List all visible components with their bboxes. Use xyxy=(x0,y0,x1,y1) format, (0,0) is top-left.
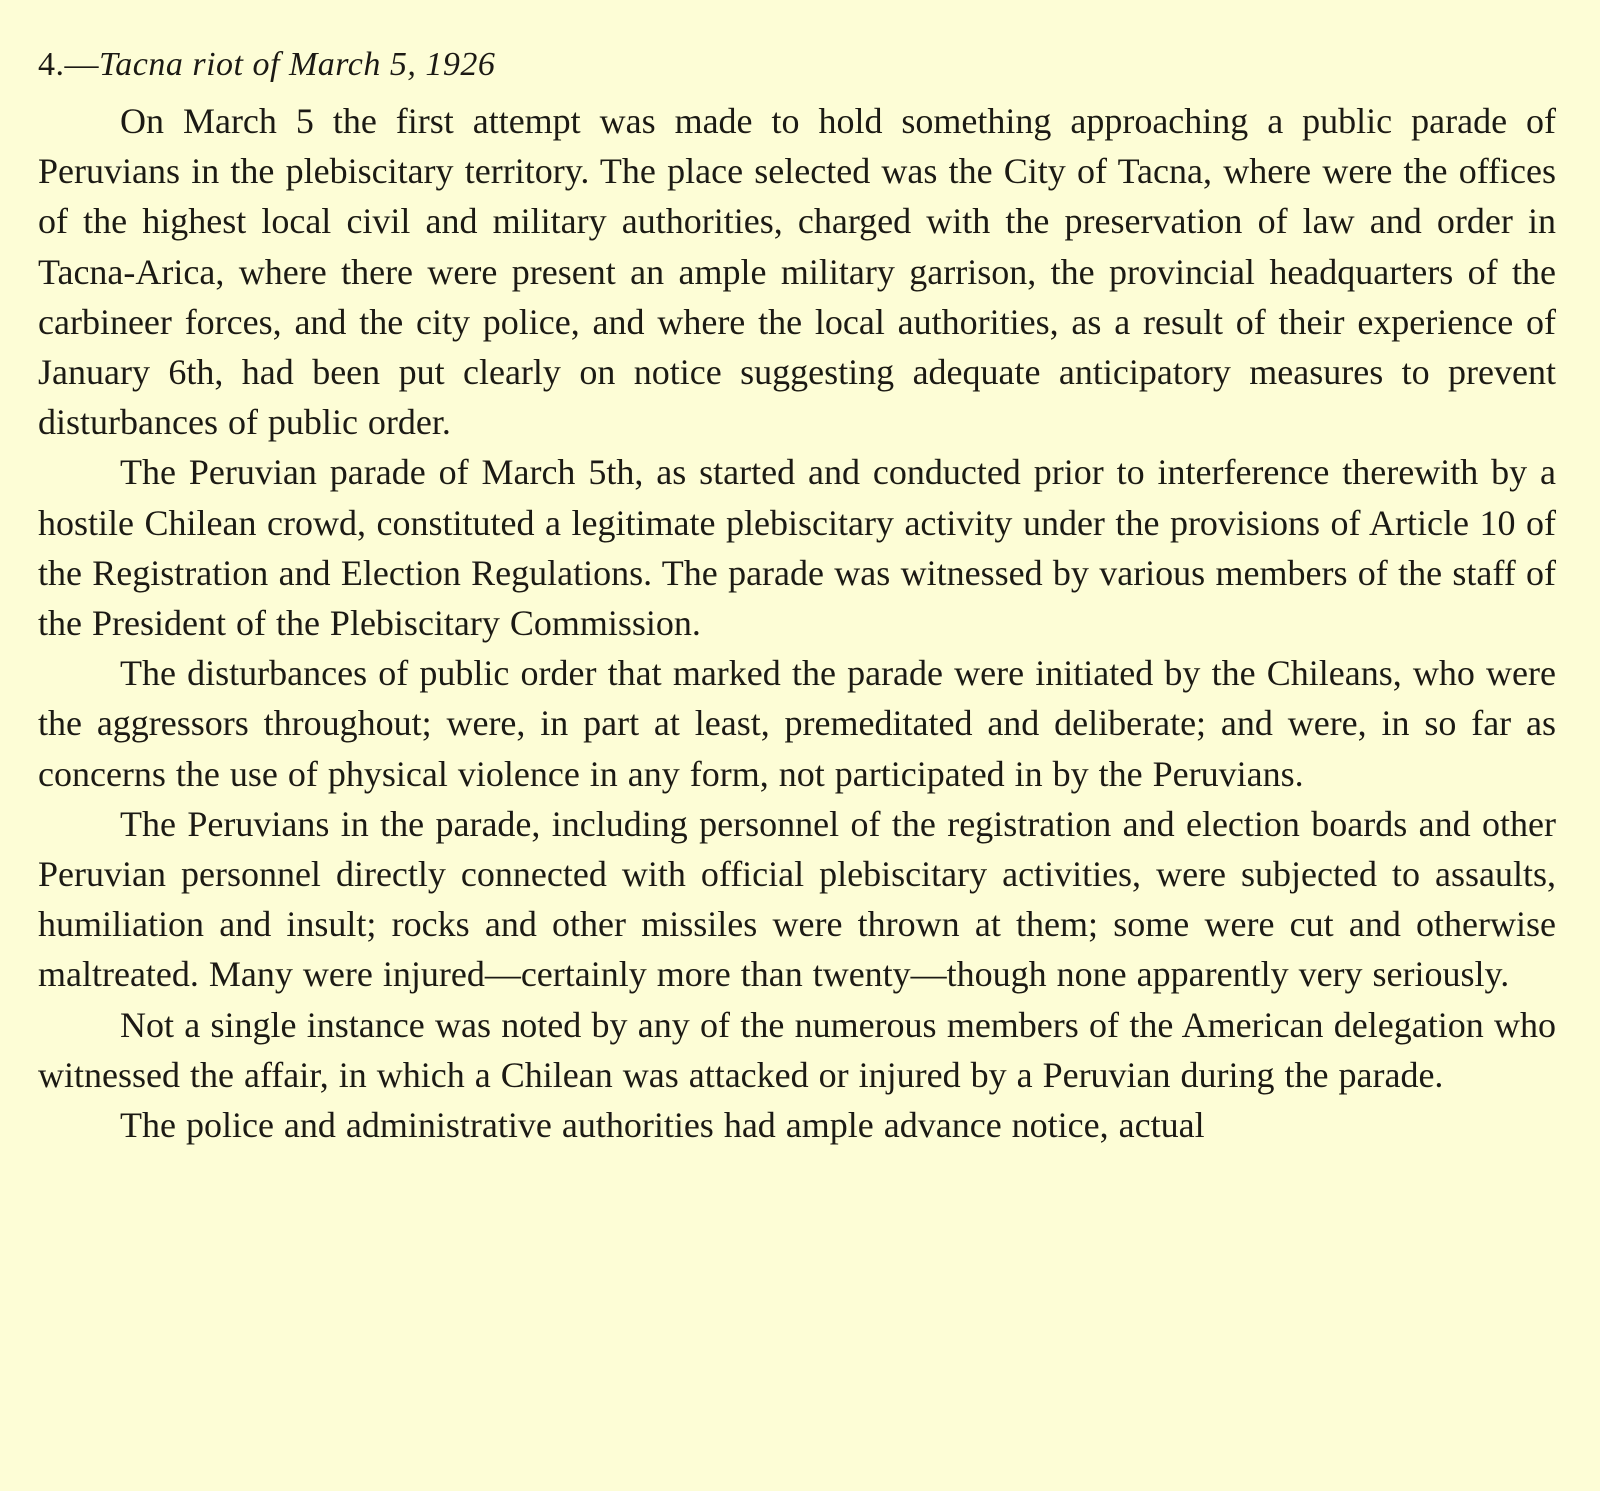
section-number: 4.— xyxy=(38,46,99,83)
paragraph-4: The Peruvians in the parade, including personnel of the registration and election boards and other Peruvian personnel directly connected with official plebiscitary activities, were subjected to assaults, humiliation and insult; rocks and other missiles were thrown at them; some were cut and otherwise maltreated. Many were injured—certainly more than twenty—though none apparently very seriously. xyxy=(38,803,1556,995)
paragraph-2: The Peruvian parade of March 5th, as started and conducted prior to interference therewith by a hostile Chilean crowd, constituted a legitimate plebiscitary activity under the provisions of Article 10 of the Registration and Election Regulations. The parade was witnessed by various members of the staff of the President of the Plebiscitary Commission. xyxy=(38,452,1556,644)
section-title: Tacna riot of March 5, 1926 xyxy=(99,46,496,83)
section-heading xyxy=(38,40,1556,90)
paragraph-3: The disturbances of public order that marked the parade were initiated by the Chileans, who were the aggressors throughout; were, in part at least, premeditated and deliberate; and were, in so far as concerns the use of physical violence in any form, not participated in by the Peruvians. xyxy=(38,653,1556,794)
paragraph-5: Not a single instance was noted by any of the numerous members of the American delegation who witnessed the affair, in which a Chilean was attacked or injured by a Peruvian during the parade. xyxy=(38,1004,1556,1095)
paragraph-6: The police and administrative authorities had ample advance notice, actual xyxy=(120,1105,1205,1146)
paragraph-1: On March 5 the first attempt was made to hold something approaching a public parade of Peruvians in the plebiscitary territory. The place selected was the City of Tacna, where were the offices of the highest local civil and military authorities, charged with the preservation of law and order in Tacna-Arica, where there were present an ample military garrison, the provincial headquarters of the carbineer forces, and the city police, and where the local authorities, as a result of their experience of January 6th, had been put clearly on notice suggesting adequate anticipatory measures to prevent disturbances of public order. xyxy=(38,101,1556,443)
